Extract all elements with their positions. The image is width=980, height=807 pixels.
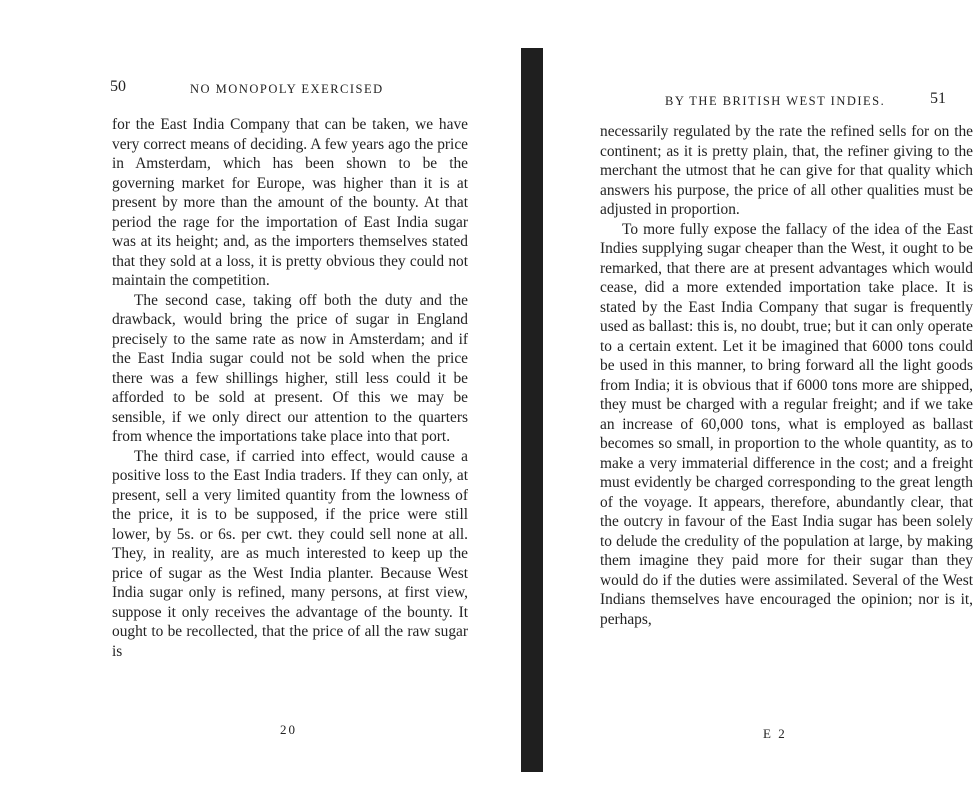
body-text: [112, 115, 468, 661]
page-number: 51: [930, 90, 946, 107]
running-head: BY THE BRITISH WEST INDIES.: [665, 94, 886, 108]
body-text: [600, 122, 973, 629]
paragraph: The third case, if carried into effect, would cause a positive loss to the East India traders. If they can only, at present, sell a very limited quantity from the lowness of the price, it is to be supposed, if the price were still lower, by 5s. or 6s. per cwt. they could sell none at all. They, in reality, are as much interested to keep up the price of sugar as the West India planter. Because West India sugar only is refined, many persons, at first view, suppose it only receives the advantage of the bounty. It ought to be recollected, that the price of all the raw sugar is: [112, 447, 468, 660]
signature-mark: 20: [280, 722, 297, 737]
paragraph: The second case, taking off both the duty and the drawback, would bring the price of sugar in England precisely to the same rate as now in Amsterdam; and if the East India sugar could not be sold when the price there was a few shillings higher, still less could it be afforded to be sold at present. Of this we may be sensible, if we only direct our attention to the quarters from whence the importations take place into that port.: [112, 291, 468, 445]
paragraph: To more fully expose the fallacy of the idea of the East Indies supplying sugar cheaper than the West, it ought to be remarked, that there are at present advantages which would cease, did a more extended importation take place. It is stated by the East India Company that sugar is frequently used as ballast: this is, no doubt, true; but it can only operate to a certain extent. Let it be imagined that 6000 tons could be used in this manner, to bring forward all the light goods from India; it is obvious that if 6000 tons more are shipped, they must be charged with a regular freight; and if we take an increase of 60,000 tons, what is employed as ballast becomes so small, in proportion to the whole quantity, as to make a very immaterial difference in the cost; and a freight must evidently be charged corresponding to the great length of the voyage. It appears, therefore, abundantly clear, that the outcry in favour of the East India sugar has been solely to delude the credulity of the population at large, by making them imagine they paid more for their sugar than they would do if the duties were assimilated. Several of the West Indians themselves have encouraged the opinion; nor is it, perhaps,: [600, 220, 973, 628]
page-number: 50: [110, 78, 126, 95]
paragraph: necessarily regulated by the rate the refined sells for on the continent; as it is pretty plain, that, the refiner giving to the merchant the utmost that he can give for that quality which answers his purpose, the price of all other qualities must be adjusted in proportion.: [600, 123, 973, 218]
paragraph: for the East India Company that can be taken, we have very correct means of deciding. A few years ago the price in Amsterdam, which has been shown to be the governing market for Europe, was higher than it is at present by more than the amount of the bounty. At that period the rage for the importation of East India sugar was at its height; and, as the importers themselves stated that they sold at a loss, it is pretty obvious they could not maintain the competition.: [112, 116, 468, 289]
signature-mark: E 2: [763, 726, 787, 741]
right-page: [528, 0, 980, 807]
running-head: NO MONOPOLY EXERCISED: [190, 82, 384, 96]
